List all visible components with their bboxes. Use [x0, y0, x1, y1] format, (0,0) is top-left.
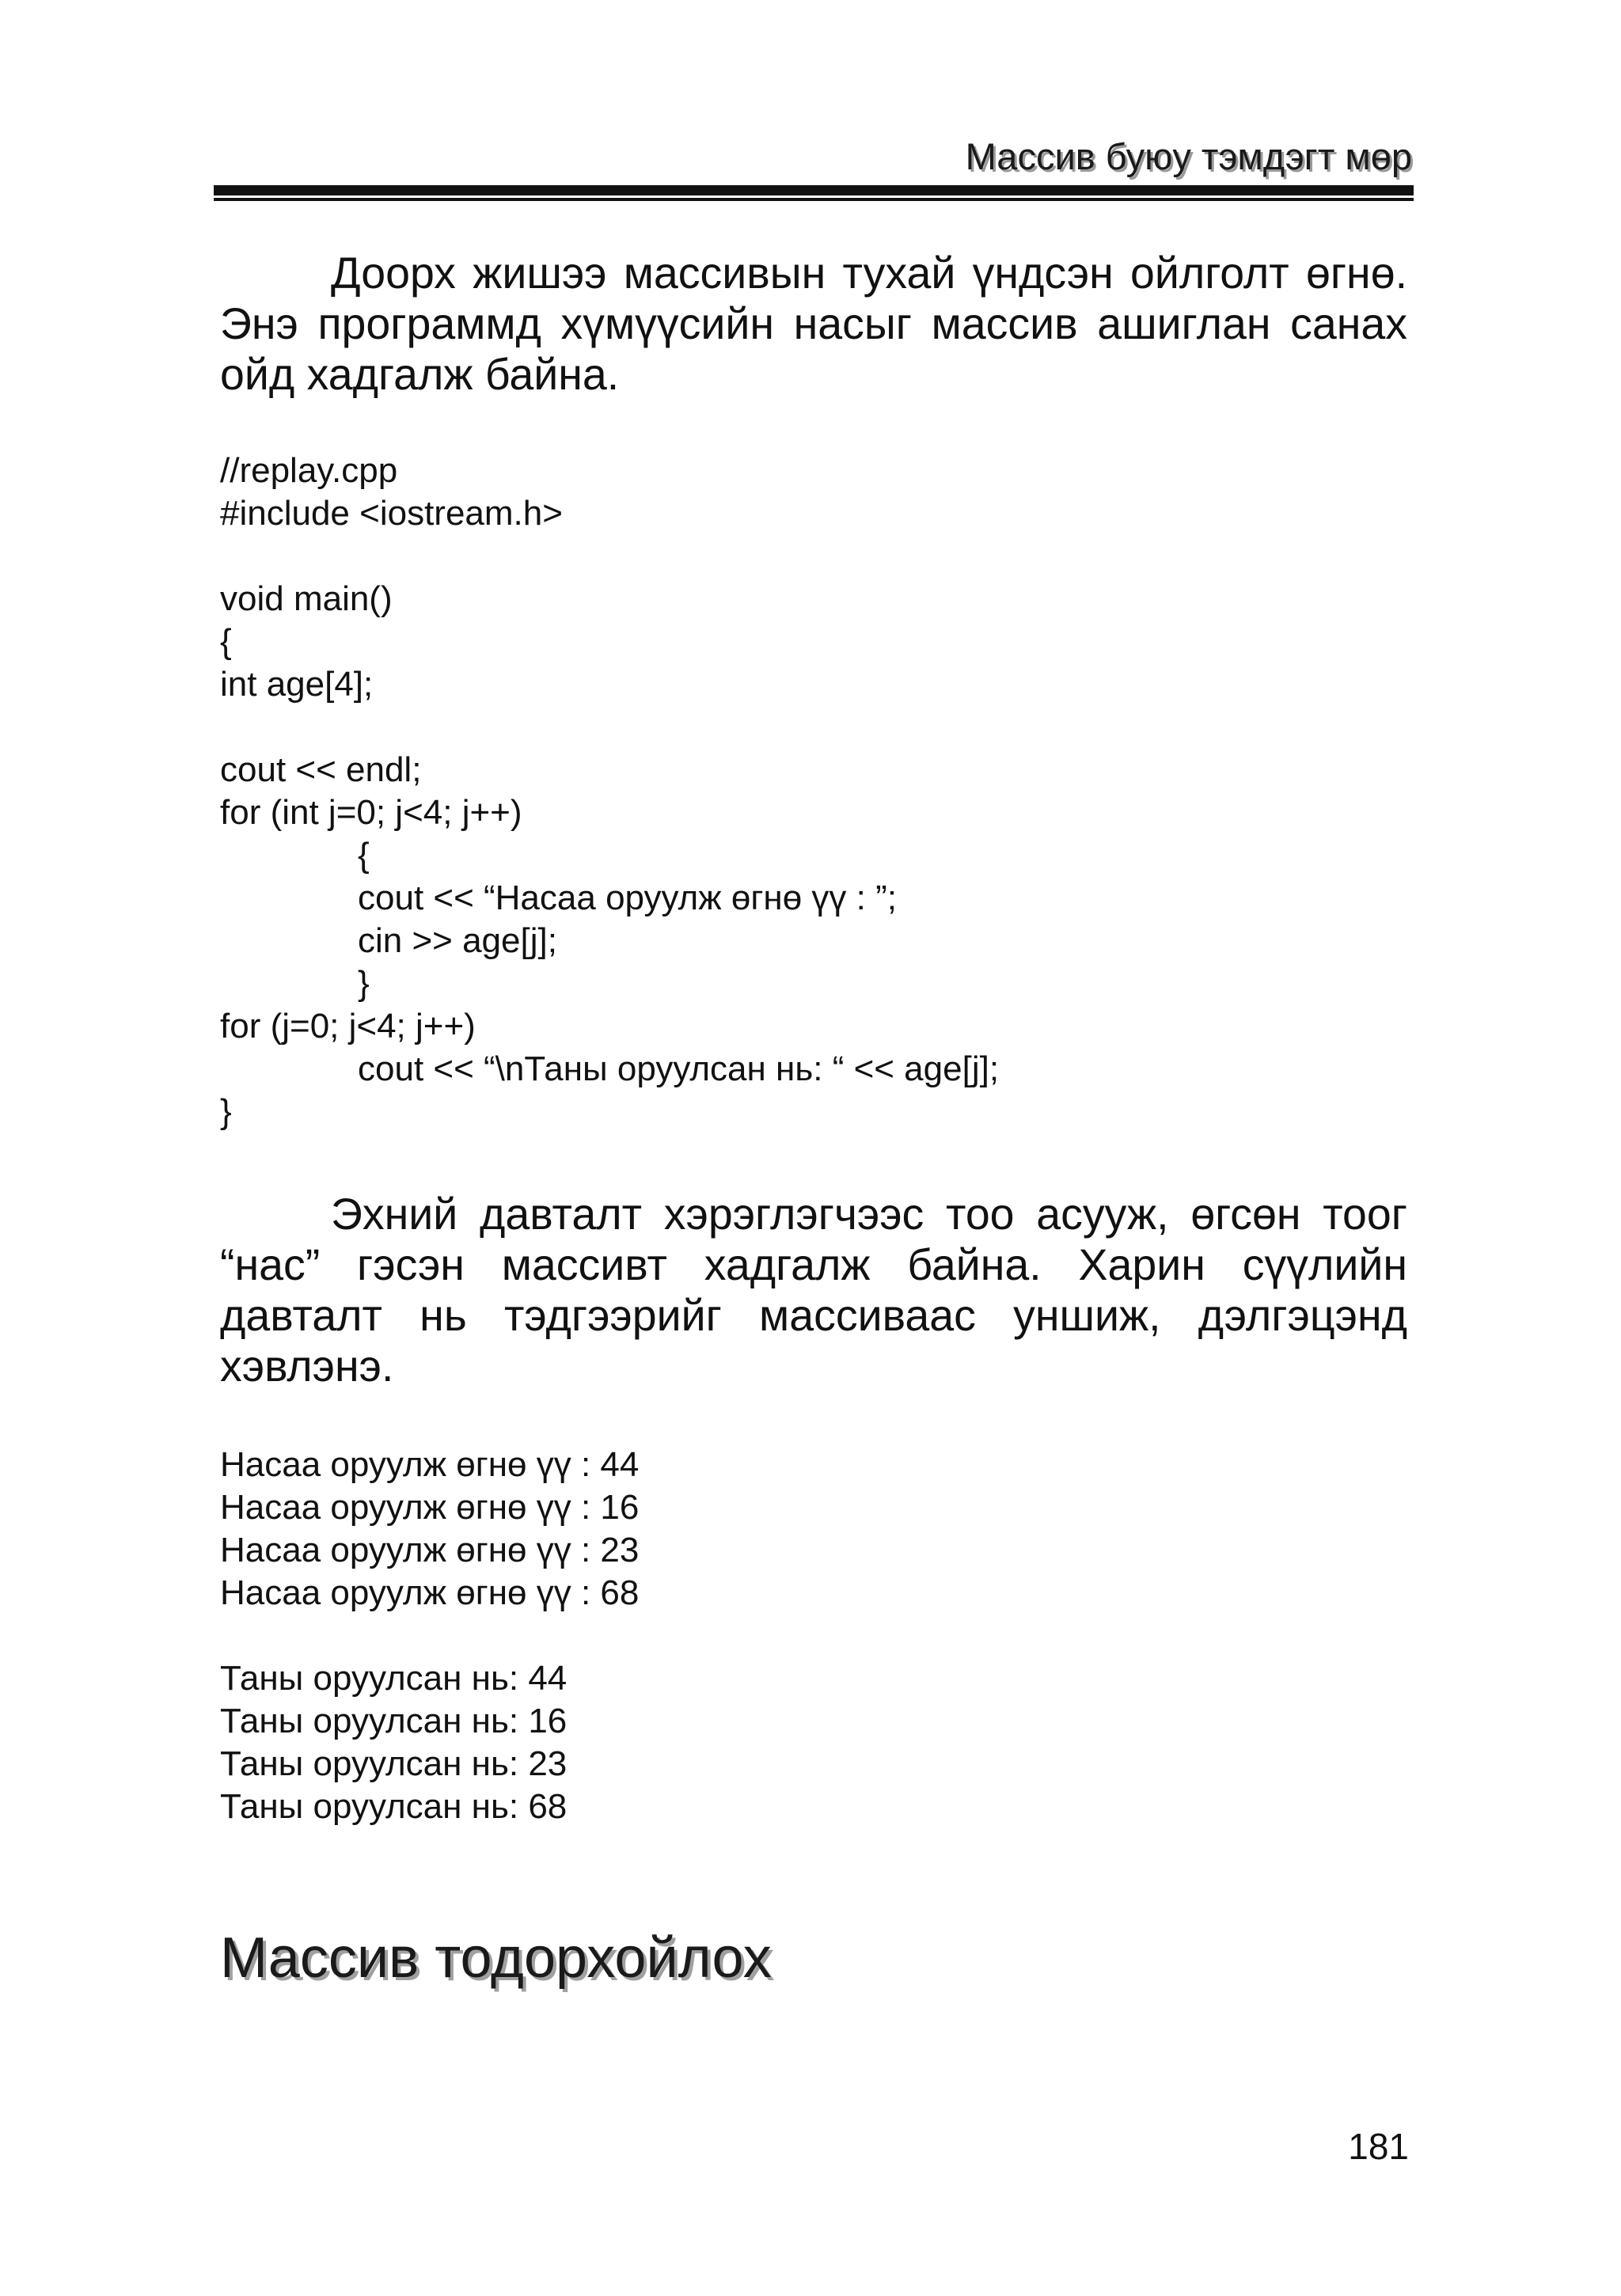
code-line: for (int j=0; j<4; j++): [220, 793, 522, 832]
output-line: Насаа оруулж өгнө үү : 16: [220, 1488, 640, 1527]
code-line: cout << “\nТаны оруулсан нь: “ << age[j];: [358, 1049, 1000, 1088]
output-line: Насаа оруулж өгнө үү : 68: [220, 1573, 640, 1612]
code-line: int age[4];: [220, 665, 374, 704]
output-line: Таны оруулсан нь: 44: [220, 1659, 568, 1698]
code-line: }: [358, 964, 370, 1003]
header-rule-thin: [214, 198, 1414, 201]
output-line: Насаа оруулж өгнө үү : 44: [220, 1445, 640, 1484]
output-line: Таны оруулсан нь: 16: [220, 1702, 568, 1740]
explanation-paragraph: Эхний давталт хэрэглэгчээс тоо асууж, өгсөн тоог “нас” гэсэн массивт хадгалж байна. Харин сүүлийн давталт нь тэдгээрийг массиваас уншиж, дэлгэцэнд хэвлэнэ.: [220, 1190, 1407, 1391]
output-line: Таны оруулсан нь: 23: [220, 1744, 568, 1783]
code-line: cout << “Насаа оруулж өгнө үү : ”;: [358, 879, 897, 917]
echo-output: [220, 1657, 567, 1828]
code-line: }: [220, 1092, 232, 1131]
output-line: Таны оруулсан нь: 68: [220, 1787, 568, 1826]
page-number: 181: [1348, 2126, 1409, 2167]
code-line: for (j=0; j<4; j++): [220, 1007, 476, 1046]
code-listing: [220, 450, 999, 1133]
code-line: {: [358, 836, 370, 875]
intro-paragraph: Доорх жишээ массивын тухай үндсэн ойлголт өгнө. Энэ программд хүмүүсийн насыг массив ашиглан санах ойд хадгалж байна.: [220, 249, 1407, 399]
code-line: [220, 535, 999, 578]
header-rule-thick: [214, 185, 1414, 195]
code-line: cin >> age[j];: [358, 921, 557, 960]
code-line: #include <iostream.h>: [220, 494, 563, 533]
code-line: [220, 706, 999, 749]
code-line: {: [220, 622, 232, 661]
section-heading: Массив тодорхойлох: [220, 1926, 772, 1990]
code-line: cout << endl;: [220, 750, 422, 789]
code-line: //replay.cpp: [220, 451, 398, 490]
code-line: void main(): [220, 579, 393, 618]
output-line: Насаа оруулж өгнө үү : 23: [220, 1531, 640, 1569]
input-prompt-output: [220, 1444, 639, 1615]
running-header: Массив буюу тэмдэгт мөр: [965, 135, 1412, 177]
